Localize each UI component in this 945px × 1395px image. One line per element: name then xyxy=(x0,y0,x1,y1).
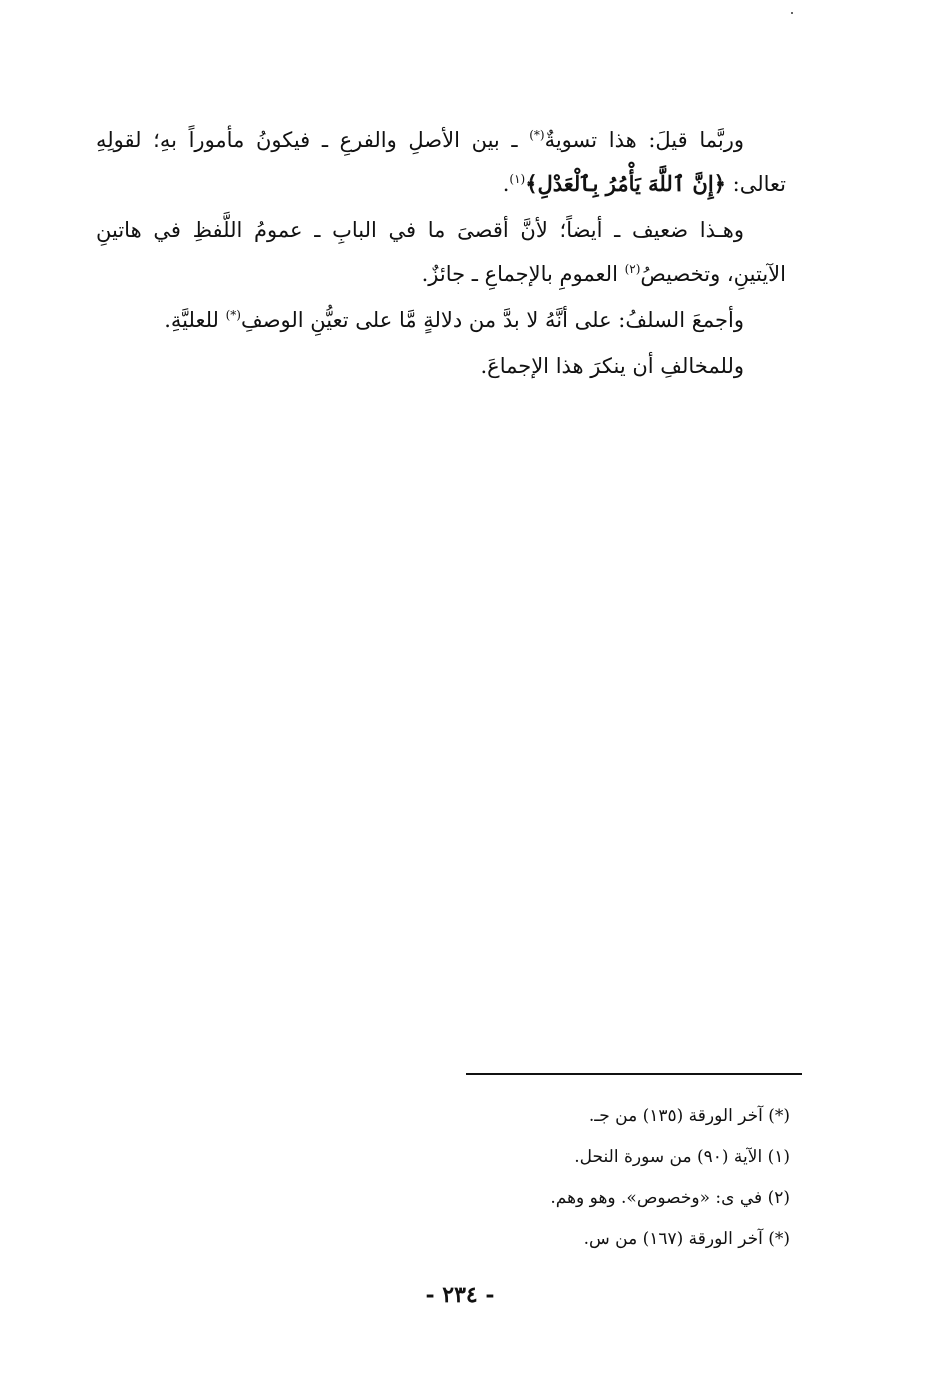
footnote-item: (١) الآية (٩٠) من سورة النحل. xyxy=(574,1147,790,1167)
footnote-ref-star: (*) xyxy=(529,128,545,142)
paragraph-3-text-end: للعليَّةِ. xyxy=(164,308,226,332)
paragraph-1 xyxy=(96,118,786,206)
footnote-divider xyxy=(466,1073,802,1075)
paragraph-1-text: وربَّما قيلَ: هذا تسويةٌ xyxy=(544,128,744,152)
paragraph-2-text-end: العمومِ بالإجماعِ ـ جائزٌ. xyxy=(421,262,625,286)
quran-verse: ﴿إِنَّ ٱللَّهَ يَأْمُرُ بِٱلْعَدْلِ﴾ xyxy=(525,171,726,196)
paragraph-3-text: وأجمعَ السلفُ: على أنَّهُ لا بدَّ من دلالةٍ مَّا على تعيُّنِ الوصفِ xyxy=(240,308,744,332)
footnote-ref-star-2: (*) xyxy=(225,308,241,322)
footnote-item: (*) آخر الورقة (١٣٥) من جـ. xyxy=(588,1106,790,1126)
paragraph-4 xyxy=(96,344,786,388)
page-number: - ٢٣٤ - xyxy=(425,1282,495,1308)
main-text xyxy=(96,118,786,390)
paragraph-2-text: وهـذا ضعيف ـ أيضاً؛ لأنَّ أقصىَ ما في البابِ ـ عمومُ اللَّفظِ في هاتينِ الآيتينِ، وتخصيصُ xyxy=(96,218,786,286)
paragraph-4-text: وللمخالفِ أن ينكرَ هذا الإجماعَ. xyxy=(480,354,744,378)
paragraph-1-end: . xyxy=(502,172,510,196)
paragraph-2 xyxy=(96,208,786,296)
footnote-item: (٢) في ى: «وخصوص». وهو وهم. xyxy=(550,1188,790,1208)
paragraph-3 xyxy=(96,298,786,342)
paragraph-1-text-middle: ـ بين الأصلِ والفرعِ ـ فيكونُ مأموراً بهِ؛ لقولِهِ تعالى: xyxy=(96,128,786,196)
footnote-item: (*) آخر الورقة (١٦٧) من س. xyxy=(583,1229,790,1249)
footnote-ref-2: (٢) xyxy=(624,262,641,276)
footnotes xyxy=(300,1096,790,1260)
stray-mark xyxy=(791,12,793,14)
footnote-ref-1: (١) xyxy=(509,172,526,186)
